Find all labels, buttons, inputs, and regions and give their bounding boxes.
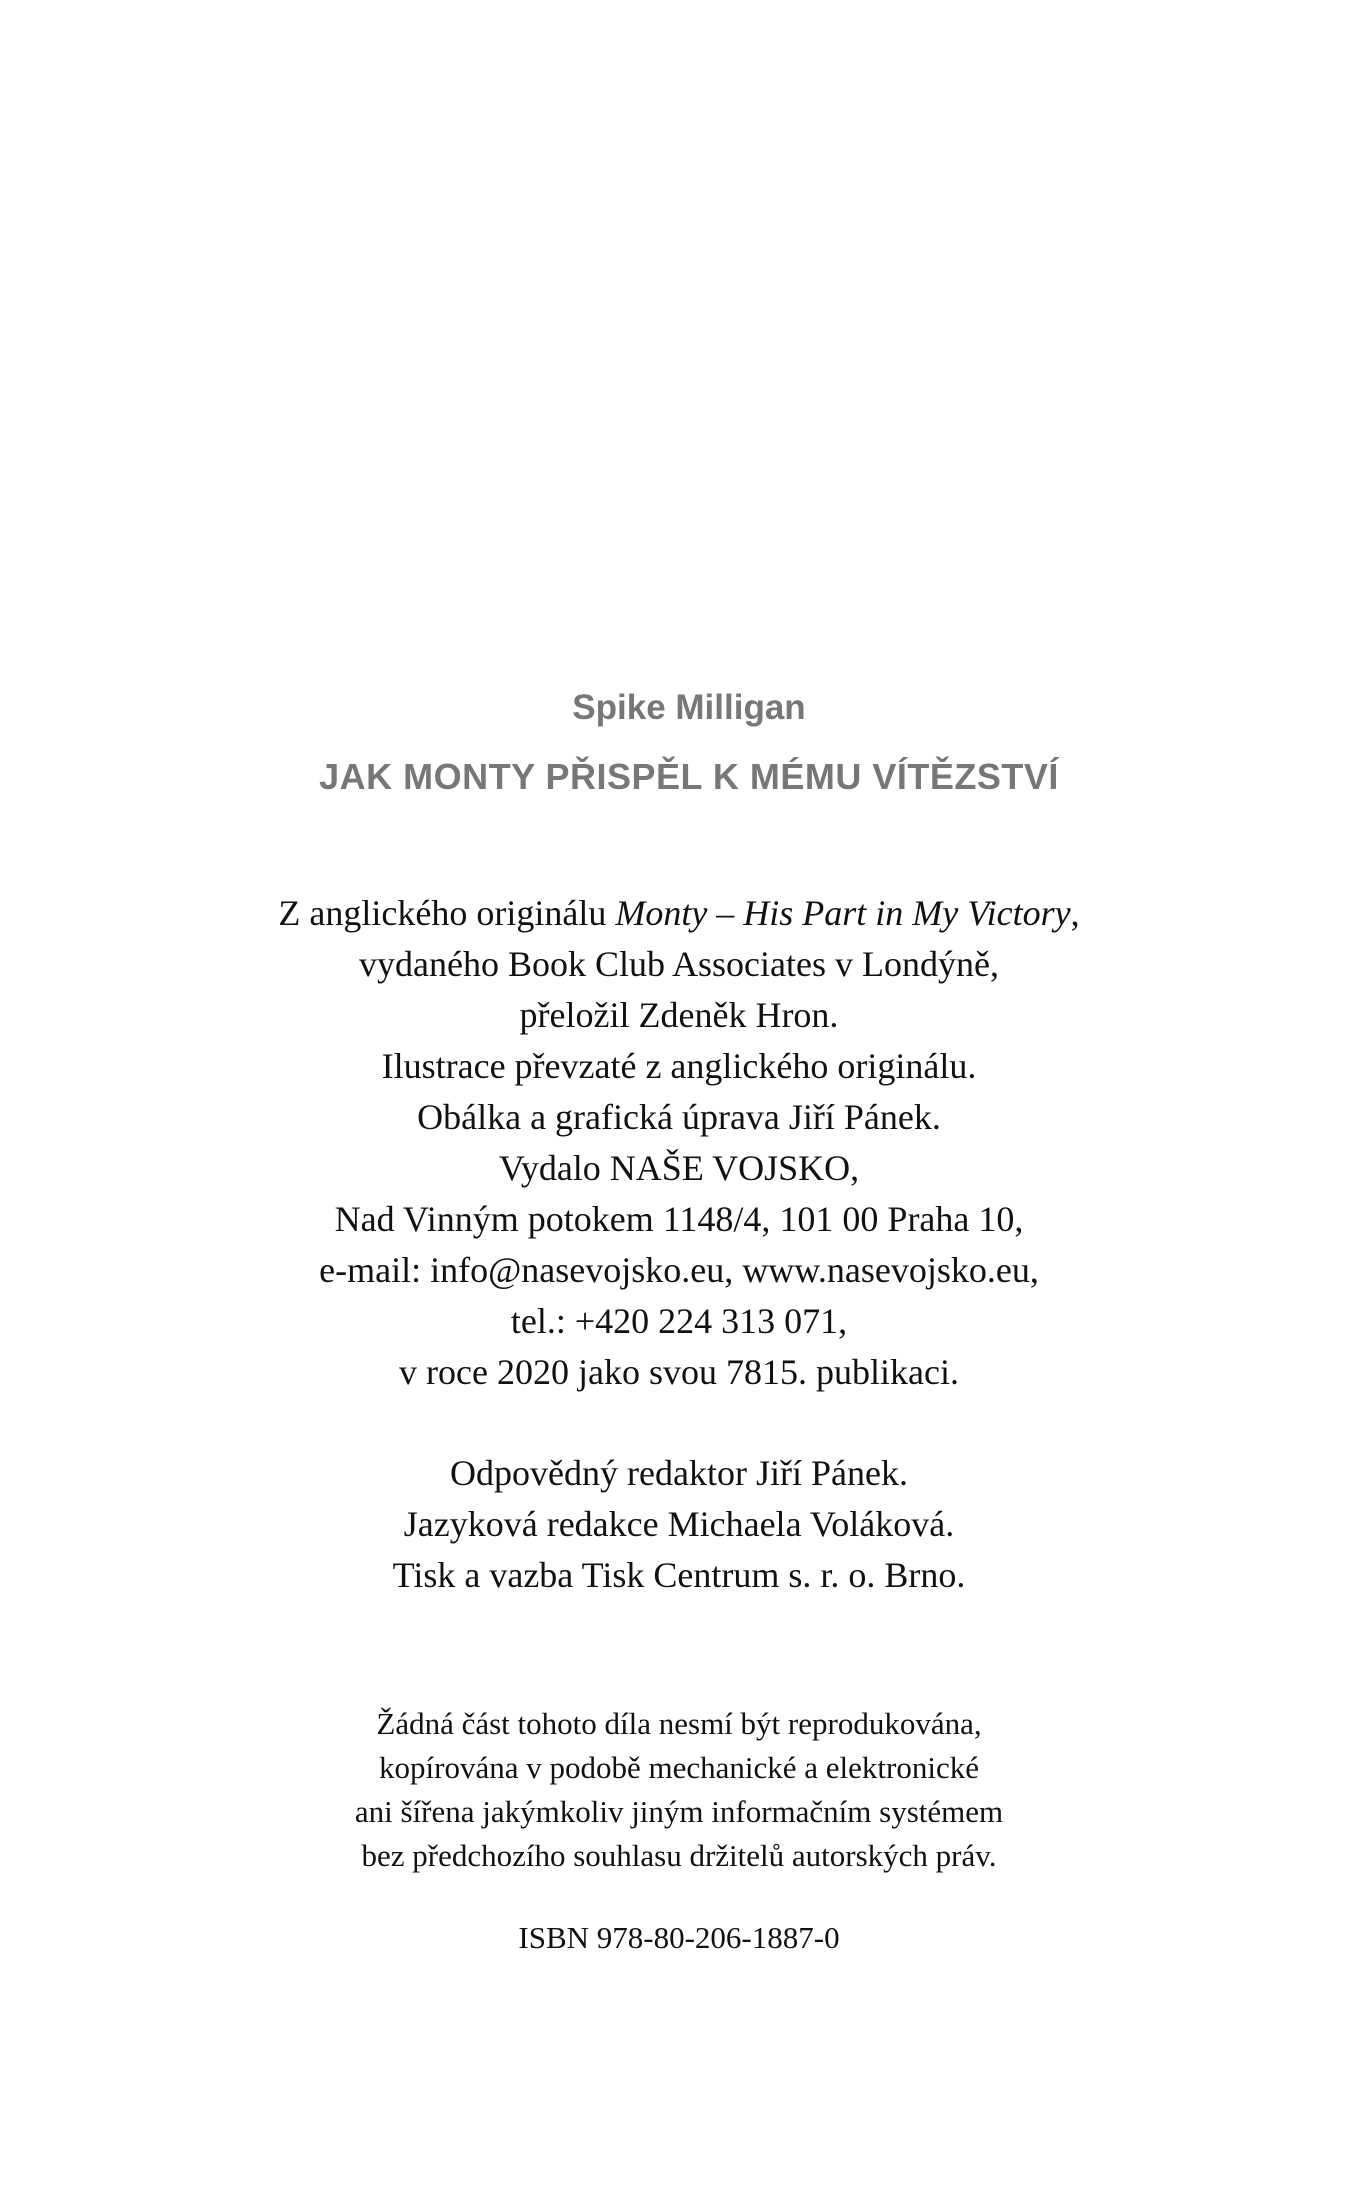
publisher-address-line: Nad Vinným potokem 1148/4, 101 00 Praha 10,: [334, 1199, 1024, 1239]
notice-line-2: kopírována v podobě mechanické a elektronické: [379, 1750, 979, 1785]
original-publisher-line: vydaného Book Club Associates v Londýně,: [359, 944, 999, 984]
language-editor-line: Jazyková redakce Michaela Voláková.: [403, 1504, 955, 1544]
original-title-line: [0, 888, 1358, 939]
publisher-phone-line: tel.: +420 224 313 071,: [510, 1301, 848, 1341]
original-title-prefix: Z anglického originálu: [278, 893, 616, 933]
translator-line: přeložil Zdeněk Hron.: [519, 995, 839, 1035]
staff-block: [0, 1448, 1358, 1601]
publisher-line: Vydalo NAŠE VOJSKO,: [498, 1148, 860, 1188]
colophon-block: [0, 888, 1358, 1398]
publication-year-line: v roce 2020 jako svou 7815. publikaci.: [399, 1352, 959, 1392]
isbn-number: ISBN 978-80-206-1887-0: [518, 1920, 840, 1955]
notice-line-3: ani šířena jakýmkoliv jiným informačním systémem: [354, 1794, 1004, 1829]
copyright-notice: [0, 1702, 1358, 1878]
notice-line-1: Žádná část tohoto díla nesmí být reprodukována,: [376, 1706, 982, 1741]
original-title-suffix: ,: [1070, 893, 1080, 933]
book-title: JAK MONTY PŘISPĚL K MÉMU VÍTĚZSTVÍ: [319, 756, 1059, 797]
original-title: Monty – His Part in My Victory: [615, 893, 1071, 933]
publisher-contact-line: e-mail: info@nasevojsko.eu, www.nasevojsko.eu,: [319, 1250, 1039, 1290]
notice-line-4: bez předchozího souhlasu držitelů autorských práv.: [361, 1838, 997, 1873]
author-name: Spike Milligan: [572, 688, 806, 727]
illustrations-line: Ilustrace převzaté z anglického originálu.: [381, 1046, 977, 1086]
printer-line: Tisk a vazba Tisk Centrum s. r. o. Brno.: [392, 1555, 966, 1595]
editor-line: Odpovědný redaktor Jiří Pánek.: [450, 1453, 908, 1493]
cover-design-line: Obálka a grafická úprava Jiří Pánek.: [417, 1097, 941, 1137]
